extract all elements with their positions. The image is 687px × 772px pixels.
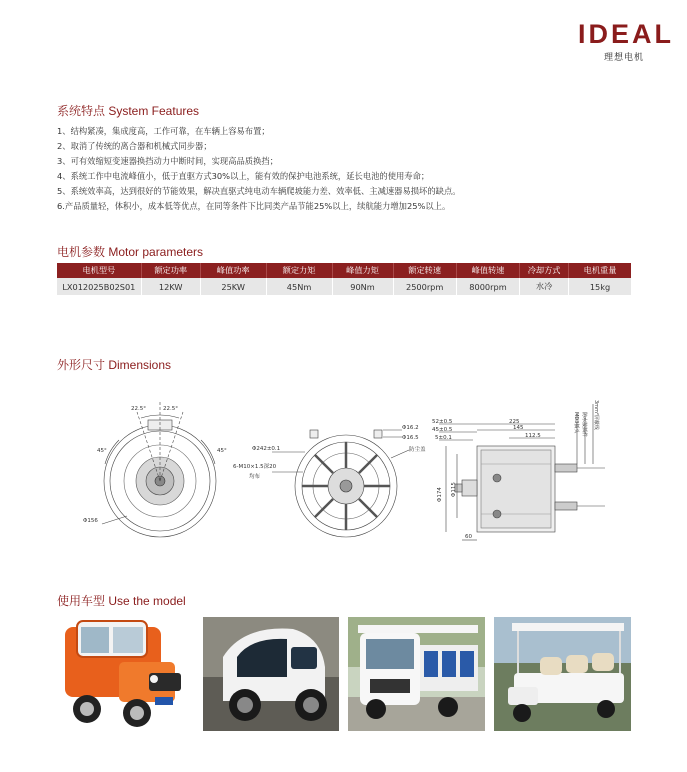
angle-b-label: 45°	[217, 448, 227, 454]
table-header-cell: 额定功率	[141, 263, 200, 278]
table-cell: 8000rpm	[456, 278, 519, 295]
motor-rear-view-drawing	[272, 430, 409, 537]
bolts-note-label: 均布	[249, 474, 261, 480]
feature-item: 4、系统工作中电流峰值小，低于直驱方式30%以上，能有效的保护电池系统，延长电池的使用寿命；	[57, 171, 430, 181]
table-cell: LX012025B02S01	[57, 278, 141, 295]
dim-145-label: 145	[513, 425, 524, 431]
table-header-cell: 峰值功率	[200, 263, 266, 278]
logo-subtitle: 理想电机	[603, 53, 644, 63]
vehicle-photo-sightseeing-bus	[348, 617, 485, 731]
dim-52-label: 52±0.5	[432, 419, 453, 425]
table-header-cell: 峰值力矩	[332, 263, 393, 278]
dia-174-label: Φ174	[437, 487, 443, 502]
vehicle-photo-golf-cart	[494, 617, 631, 731]
table-header-cell: 电机型号	[57, 263, 141, 278]
table-cell: 15kg	[569, 278, 631, 295]
logo-mark: IDEAL	[578, 19, 674, 49]
dim-225-label: 225	[509, 419, 520, 425]
table-cell: 90Nm	[332, 278, 393, 295]
angle-left-label: 22.5°	[131, 406, 146, 412]
dim-45-label: 45±0.5	[432, 427, 453, 433]
bolts-label: 6-M10×1.5深20	[233, 464, 277, 470]
dim-60-label: 60	[465, 534, 472, 540]
brand-logo	[578, 19, 674, 63]
table-header-cell: 峰值转速	[456, 263, 519, 278]
cover-label: 防尘盖	[409, 447, 426, 453]
table-row	[57, 278, 631, 295]
table-cell: 45Nm	[266, 278, 332, 295]
table-cell: 12KW	[141, 278, 200, 295]
feature-item: 2、取消了传统的离合器和机械式同步器；	[57, 141, 212, 151]
connector-label-b: 防水接插件	[581, 412, 587, 438]
connector-label-a: MD3插头	[573, 412, 579, 434]
table-header-cell: 额定力矩	[266, 263, 332, 278]
motor-front-view-drawing	[102, 402, 216, 537]
features-title: 系统特点 System Features	[57, 104, 200, 118]
dim-5-label: 5±0.1	[435, 435, 452, 441]
dia-16-2-label: Φ16.2	[402, 425, 419, 431]
parameters-table	[57, 263, 631, 295]
table-cell: 2500rpm	[393, 278, 456, 295]
dim-112-label: 112.5	[525, 433, 541, 439]
dia-242-label: Φ242±0.1	[252, 446, 281, 452]
dia-16-5-label: Φ16.5	[402, 435, 419, 441]
feature-item: 6.产品质量轻，体积小，成本低等优点，在同等条件下比同类产品节能25%以上，续航能力增加25%以上。	[57, 201, 451, 211]
table-header-cell: 额定转速	[393, 263, 456, 278]
features-list	[57, 124, 657, 214]
parameters-title: 电机参数 Motor parameters	[57, 245, 204, 259]
table-header-cell: 电机重量	[569, 263, 631, 278]
table-cell: 25KW	[200, 278, 266, 295]
feature-item: 1、结构紧凑，集成度高，工作可靠，在车辆上容易布置；	[57, 126, 270, 136]
dimension-drawings	[57, 394, 631, 554]
feature-item: 3、可有效缩短变速器换挡动力中断时间，实现高品质换挡；	[57, 156, 278, 166]
vehicle-photo-white-two-seater	[203, 617, 339, 731]
angle-a-label: 45°	[97, 448, 107, 454]
vehicle-photo-orange-car	[57, 617, 194, 731]
dia-115-label: Φ115	[451, 482, 457, 497]
connector-label-c: 3mm²屏蔽线	[593, 400, 599, 430]
table-header-cell: 冷却方式	[520, 263, 569, 278]
angle-right-label: 22.5°	[163, 406, 178, 412]
dia-156-label: Φ156	[83, 518, 98, 524]
feature-item: 5、系统效率高，达到很好的节能效果，解决直驱式纯电动车辆爬坡能力差、效率低、主减速器易损坏的缺点。	[57, 186, 461, 196]
table-header-row	[57, 263, 631, 278]
models-title: 使用车型 Use the model	[57, 594, 186, 608]
dimensions-title: 外形尺寸 Dimensions	[57, 358, 172, 372]
vehicle-photos	[57, 617, 631, 731]
table-cell: 水冷	[520, 278, 569, 295]
